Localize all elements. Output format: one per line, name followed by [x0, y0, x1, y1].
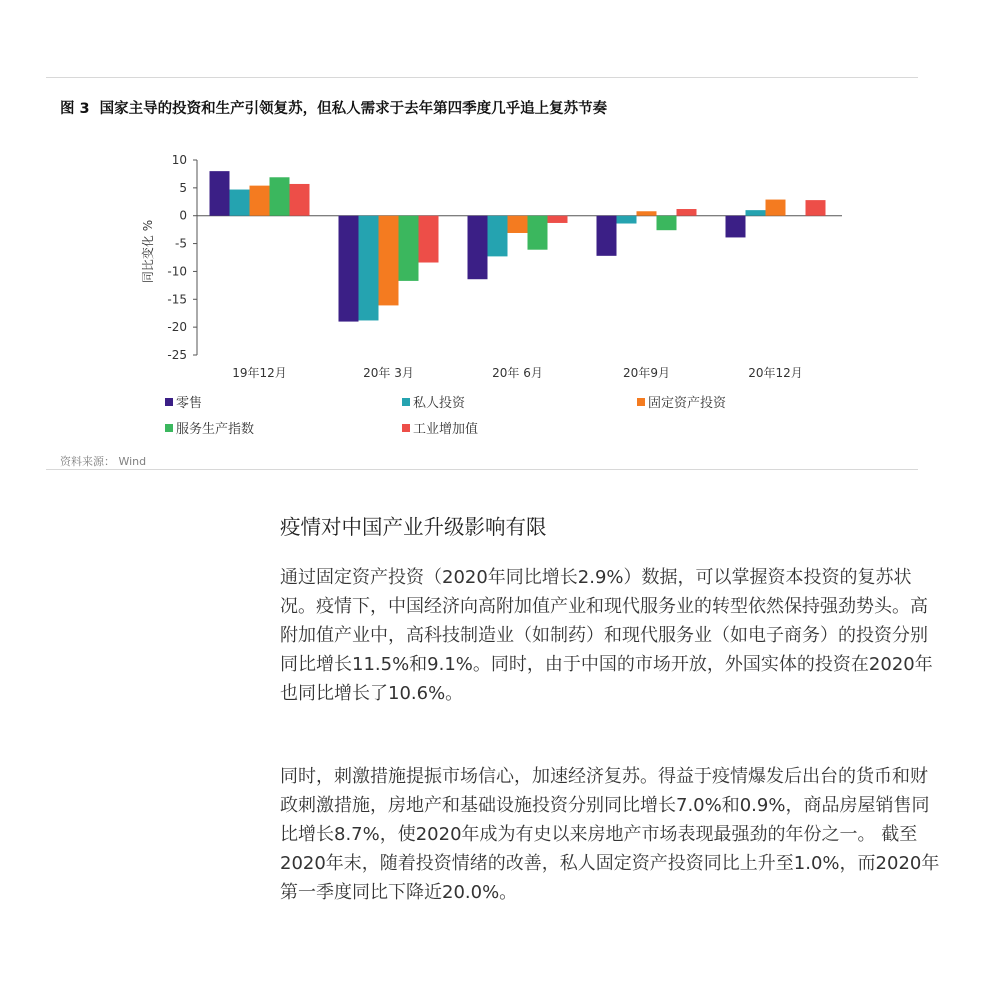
- bar-服务生产指数-20年9月: [657, 216, 677, 230]
- bar-固定资产投资-20年12月: [766, 200, 786, 216]
- figure-source: 资料来源： Wind: [60, 455, 147, 468]
- bar-私人投资-20年 6月: [488, 216, 508, 257]
- y-tick-label: 5: [179, 180, 187, 195]
- legend-swatch: [165, 398, 173, 406]
- bar-服务生产指数-20年 3月: [399, 216, 419, 281]
- bar-工业增加值-19年12月: [290, 184, 310, 216]
- bar-零售-20年 6月: [468, 216, 488, 280]
- y-tick-label: -5: [175, 236, 187, 251]
- bar-私人投资-20年12月: [746, 210, 766, 216]
- bar-固定资产投资-20年 3月: [379, 216, 399, 306]
- bar-固定资产投资-20年9月: [637, 211, 657, 215]
- legend-item: [637, 392, 726, 411]
- chart-legend: [165, 392, 865, 440]
- bar-固定资产投资-19年12月: [250, 186, 270, 216]
- x-tick-label: 19年12月: [232, 366, 287, 380]
- bar-服务生产指数-19年12月: [270, 177, 290, 215]
- bar-私人投资-20年 3月: [359, 216, 379, 321]
- bar-工业增加值-20年 6月: [548, 216, 568, 223]
- legend-label: 固定资产投资: [648, 396, 727, 411]
- bar-工业增加值-20年 3月: [419, 216, 439, 263]
- y-tick-label: 0: [179, 208, 187, 223]
- bar-固定资产投资-20年 6月: [508, 216, 528, 233]
- legend-label: 工业增加值: [413, 422, 479, 437]
- legend-label: 服务生产指数: [176, 422, 255, 437]
- x-tick-label: 20年12月: [748, 366, 803, 380]
- x-tick-label: 20年 6月: [492, 366, 543, 380]
- bar-私人投资-20年9月: [617, 216, 637, 224]
- y-tick-label: -10: [167, 264, 187, 279]
- legend-label: 零售: [176, 396, 203, 411]
- figure-number: 图 3: [60, 101, 90, 117]
- bottom-divider: [46, 469, 918, 470]
- x-tick-label: 20年9月: [623, 366, 670, 380]
- y-tick-label: -20: [167, 320, 187, 335]
- y-tick-label: 10: [171, 153, 187, 167]
- bar-工业增加值-20年12月: [806, 200, 826, 216]
- bar-服务生产指数-20年 6月: [528, 216, 548, 250]
- section-heading: 疫情对中国产业升级影响有限: [280, 515, 547, 539]
- legend-swatch: [637, 398, 645, 406]
- legend-swatch: [165, 424, 173, 432]
- figure-title-text: 国家主导的投资和生产引领复苏，但私人需求于去年第四季度几乎追上复苏节奏: [99, 101, 608, 117]
- bar-私人投资-19年12月: [230, 190, 250, 216]
- y-tick-label: -15: [167, 292, 187, 307]
- legend-item: [165, 418, 254, 437]
- paragraph-stimulus: 同时，刺激措施提振市场信心，加速经济复苏。得益于疫情爆发后出台的货币和财政刺激措施，房地产和基础设施投资分别同比增长7.0%和0.9%，商品房屋销售同比增长8.7%，使2020年成为有史以来房地产市场表现最强劲的年份之一。 截至2020年末，随着投资情绪的改善，私人固定资产投资同比上升至1.0%，而2020年第一季度同比下降近20.0%。: [280, 766, 940, 903]
- bar-工业增加值-20年9月: [677, 209, 697, 216]
- legend-item: [402, 418, 478, 437]
- paragraph-investment: 通过固定资产投资（2020年同比增长2.9%）数据，可以掌握资本投资的复苏状况。疫情下，中国经济向高附加值产业和现代服务业的转型依然保持强劲势头。高附加值产业中，高科技制造业（如制药）和现代服务业（如电子商务）的投资分别同比增长11.5%和9.1%。同时，由于中国的市场开放，外国实体的投资在2020年也同比增长了10.6%。: [280, 567, 933, 704]
- bar-零售-19年12月: [210, 171, 230, 216]
- legend-swatch: [402, 398, 410, 406]
- y-tick-label: -25: [167, 348, 187, 362]
- bar-零售-20年9月: [597, 216, 617, 256]
- y-axis-label: 同比变化 %: [141, 219, 155, 284]
- bar-零售-20年12月: [726, 216, 746, 238]
- bar-零售-20年 3月: [339, 216, 359, 322]
- legend-item: [165, 392, 202, 411]
- legend-item: [402, 392, 465, 411]
- legend-swatch: [402, 424, 410, 432]
- legend-label: 私人投资: [413, 396, 466, 411]
- x-tick-label: 20年 3月: [363, 366, 414, 380]
